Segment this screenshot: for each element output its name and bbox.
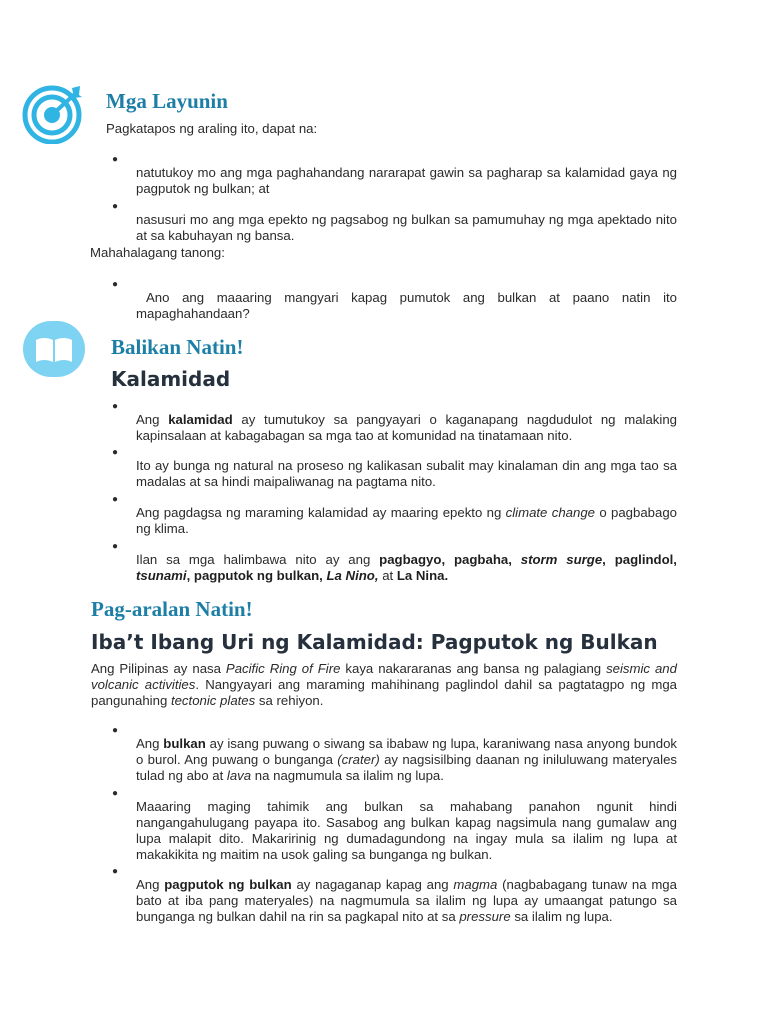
balikan-item-1: Ang kalamidad ay tumutukoy sa pangyayari o kaganapang nagdudulot ng malaking kapinsalaan at kabagabagan sa mga tao at komunidad na tinatamaan nito. (136, 412, 677, 444)
bullet: ● (112, 788, 119, 799)
balikan-item-2: Ito ay bunga ng natural na proseso ng kalikasan subalit may kinalaman din ang mga tao sa madalas at sa hindi maipaliwanag na pagtama nito. (136, 458, 677, 490)
target-icon (22, 84, 88, 144)
balikan-item-3: Ang pagdagsa ng maraming kalamidad ay maaring epekto ng climate change o pagbabago ng klima. (136, 505, 678, 537)
section-title-pagaralan: Pag-aralan Natin! (91, 597, 253, 621)
bullet: ● (112, 541, 119, 552)
bullet: ● (112, 494, 119, 505)
bullet: ● (112, 866, 119, 877)
subtitle-kalamidad: Kalamidad (111, 367, 231, 391)
pagaralan-item-1: Ang bulkan ay isang puwang o siwang sa ibabaw ng lupa, karaniwang nasa anyong bundok o burol. Ang puwang o bunganga (crater) ay nagsisilbing daanan ng iniluluwang materyales tulad ng abo at lava na nagmumula sa ilalim ng lupa. (136, 736, 678, 784)
essential-question: Ano ang maaaring mangyari kapag pumutok ang bulkan at paano natin ito mapaghahandaan? (136, 290, 677, 322)
bullet: ● (112, 401, 119, 412)
subtitle-bulkan: Iba’t Ibang Uri ng Kalamidad: Pagputok ng Bulkan (91, 630, 658, 654)
question-label: Mahahalagang tanong: (90, 245, 225, 260)
section-title-balikan: Balikan Natin! (111, 335, 244, 359)
pagaralan-item-3: Ang pagputok ng bulkan ay nagaganap kapag ang magma (nagbabagang tunaw na mga bato at iba pang materyales) na nagmumula sa ilalim ng lupa ay umaangat patungo sa bunganga ng bulkan dahil na rin sa pagkapal nito at sa pressure sa ilalim ng lupa. (136, 877, 677, 925)
section-title-layunin: Mga Layunin (106, 89, 228, 113)
bullet: ● (112, 447, 119, 458)
bullet: ● (112, 725, 119, 736)
bullet: ● (112, 201, 119, 212)
layunin-intro: Pagkatapos ng araling ito, dapat na: (106, 121, 318, 136)
bullet: ● (112, 279, 119, 290)
pagaralan-intro: Ang Pilipinas ay nasa Pacific Ring of Fire kaya nakararanas ang bansa ng palagiang seismic and volcanic activities. Nangyayari ang maraming mahihinang paglindol dahil sa pagtatagpo ng mga pangunahing tectonic plates sa rehiyon. (91, 661, 678, 708)
bullet: ● (112, 154, 119, 165)
pagaralan-item-2: Maaaring maging tahimik ang bulkan sa mahabang panahon ngunit hindi nangangahulugang payapa ito. Sasabog ang bulkan kapag nagsimula nang gumalaw ang lupa malapit dito. Makaririnig ng dumadagundong na ingay mula sa ilalim ng lupa at makakikita ng maitim na usok galing sa bunganga ng bulkan. (136, 799, 677, 863)
layunin-item-1: natutukoy mo ang mga paghahandang nararapat gawin sa pagharap sa kalamidad gaya ng pagputok ng bulkan; at (136, 165, 677, 197)
balikan-item-4: Ilan sa mga halimbawa nito ay ang pagbagyo, pagbaha, storm surge, paglindol, tsunami, pagputok ng bulkan, La Nino, at La Nina. (136, 552, 677, 584)
layunin-item-2: nasusuri mo ang mga epekto ng pagsabog ng bulkan sa pamumuhay ng mga apektado nito at sa kabuhayan ng bansa. (136, 212, 677, 244)
open-book-icon (22, 320, 86, 378)
